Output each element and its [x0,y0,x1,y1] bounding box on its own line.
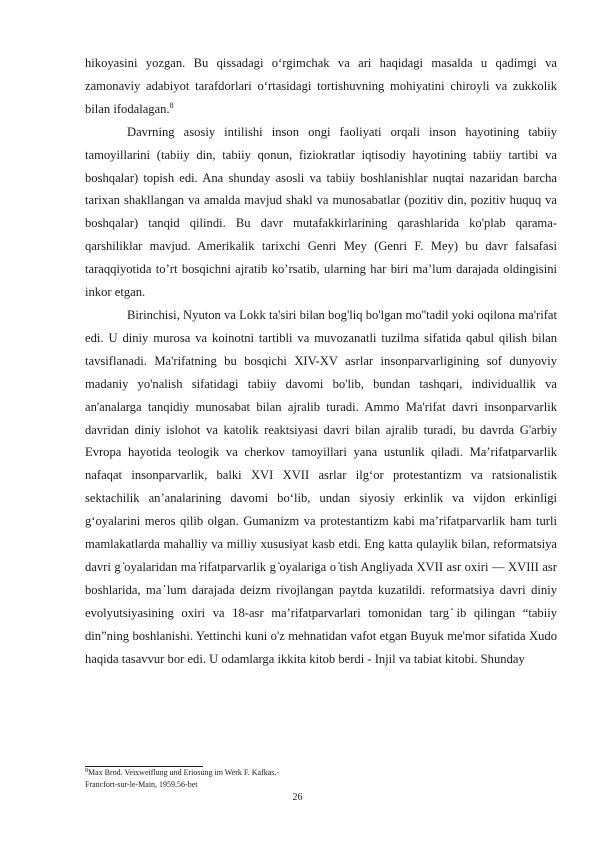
footnote-reference[interactable]: 8 [169,100,174,110]
paragraph-1-text: hikoyasini yozgan. Bu qissadagi o‘rgimchak va ari haqidagi masalda u qadimgi va zamonaviy adabiyot tarafdorlari o‘rtasidagi tortishuvning mohiyatini chiroyli va zukkolik bilan ifodalagan. [85,56,557,116]
paragraph-1 [85,52,557,121]
footnote [85,767,557,790]
footnote-line-2: Francfort-sur-le-Main, 1959.56-bet [85,779,198,789]
paragraph-3-text: Birinchisi, Nyuton va Lokk ta'siri bilan bog'liq bo'lgan mo''tadil yoki oqilona ma'rifat edi. U diniy murosa va koinotni tartibli va muvozanatli tuzilma sifatida qabul qilish bilan tavsiflanadi. Ma'rifatning bu bosqichi XIV-XV asrlar insonparvarligining sof dunyoviy madaniy yo'nalish sifatidagi tabiiy davomi bo'lib, bundan tashqari, individuallik va an'analarga tanqidiy munosabat bilan ajralib turadi. Ammo Ma'rifat davri insonparvarlik davridan diniy islohot va katolik reaktsiyasi davri bilan ajralib turadi, bu davrda G'arbiy Evropa hayotida teologik va cherkov tamoyillari yana ustunlik qiladi. Ma’rifatparvarlik nafaqat insonparvarlik, balki XVI XVII asrlar ilg‘or protestantizm va ratsionalistik sektachilik an’analarining davomi bo‘lib, undan siyosiy erkinlik va vijdon erkinligi g‘oyalarini meros qilib olgan. Gumanizm va protestantizm kabi ma’rifatparvarlik ham turli mamlakatlarda mahalliy va milliy xususiyat kasb etdi. Eng katta qulaylik bilan, reformatsiya davri g ̒oyalaridan ma ̓rifatparvarlik g ̒oyalariga o ̒tish Angliyada XVII asr oxiri — XVIII asr boshlarida, ma ̓lum darajada deizm rivojlangan paytda kuzatildi. reformatsiya davri diniy evolyutsiyasining oxiri va 18-asr ma’rifatparvarlari tomonidan targ ̒ib qilingan “tabiiy din”ning boshlanishi. Yettinchi kuni o'z mehnatidan vafot etgan Buyuk me'mor sifatida Xudo haqida tasavvur bor edi. U odamlarga ikkita kitob berdi - Injil va tabiat kitobi. Shunday [85,307,557,666]
page-body [85,52,557,670]
paragraph-2-text: Davrning asosiy intilishi inson ongi faoliyati orqali inson hayotining tabiiy tamoyillarini (tabiiy din, tabiiy qonun, fiziokratlar iqtisodiy hayotining tabiiy tartibi va boshqalar) topish edi. Ana shunday asosli va tabiiy boshlanishlar nuqtai nazaridan barcha tarixan shakllangan va amalda mavjud shakl va munosabatlar (pozitiv din, pozitiv huquq va boshqalar) tanqid qilindi. Bu davr mutafakkirlarining qarashlarida ko'plab qarama-qarshiliklar mavjud. Amerikalik tarixchi Genri Mey (Genri F. Mey) bu davr falsafasi taraqqiyotida to’rt bosqichni ajratib ko’rsatib, ularning har biri ma’lum darajada oldingisini inkor etgan. [85,124,557,300]
paragraph-3 [85,304,557,671]
footnote-number: 8 [85,768,88,774]
footnote-text-1: Max Brod. Veixweiflung und Eriosung im Werk F. Kafkas.- [88,768,280,777]
page-number: 26 [292,792,303,803]
paragraph-2 [85,121,557,304]
footnote-line-1 [85,767,557,779]
